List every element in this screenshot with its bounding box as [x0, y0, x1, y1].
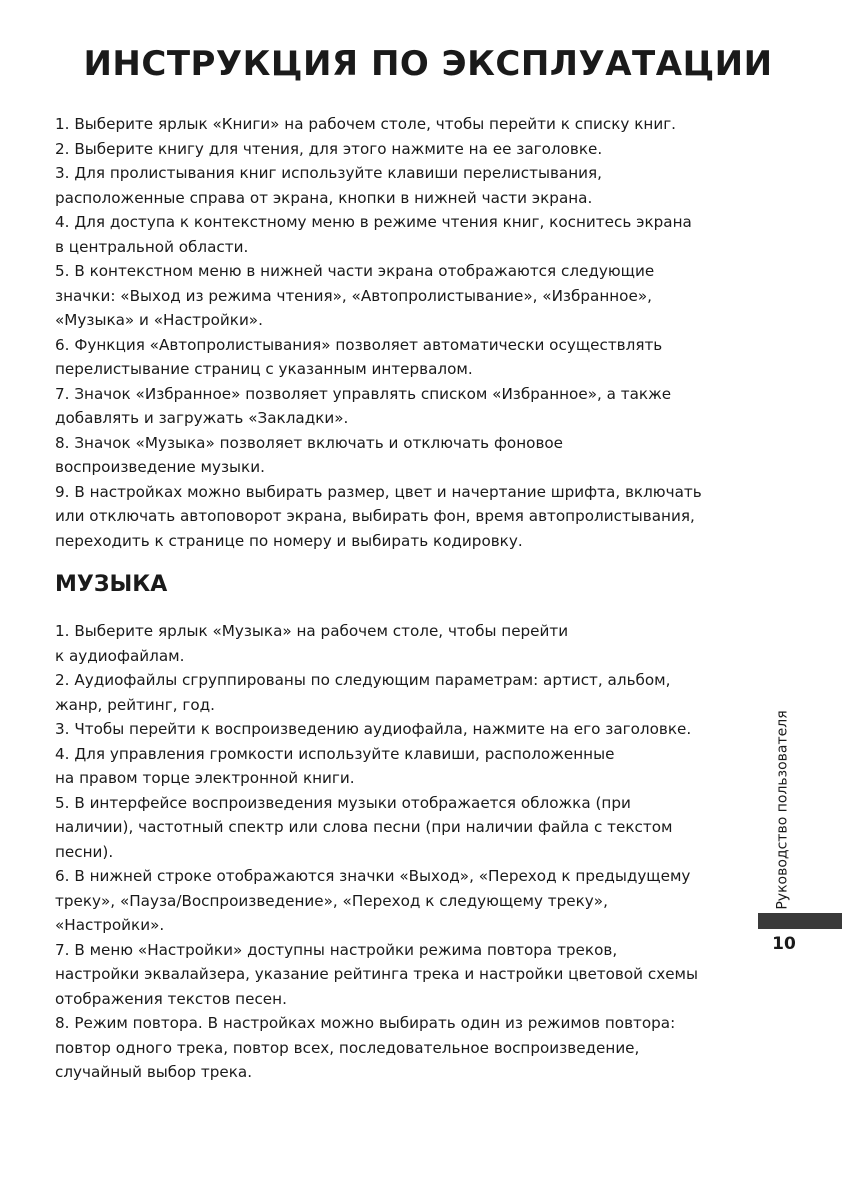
text-line: 8. Значок «Музыка» позволяет включать и отключать фоновое [55, 433, 564, 452]
text-line: 4. Для управления громкости используйте клавиши, расположенные [55, 744, 615, 763]
text-line: 6. В нижней строке отображаются значки «Выход», «Переход к предыдущему [55, 867, 691, 885]
text-line: 5. В контекстном меню в нижней части экрана отображаются следующие [55, 262, 655, 280]
text-line: наличии), частотный спектр или слова песни (при наличии файла с текстом [55, 818, 673, 836]
text-line: в центральной области. [55, 237, 249, 256]
music-section [55, 619, 745, 1085]
text-line: жанр, рейтинг, год. [55, 695, 215, 714]
page-number: 10 [772, 934, 796, 954]
text-line: 6. Функция «Автопролистывания» позволяет автоматически осуществлять [55, 335, 663, 354]
text-line: значки: «Выход из режима чтения», «Автопролистывание», «Избранное», [55, 286, 652, 305]
side-tab-label [767, 710, 799, 910]
text-line: 8. Режим повтора. В настройках можно выбирать один из режимов повтора: [55, 1014, 676, 1032]
text-line: или отключать автоповорот экрана, выбирать фон, время автопролистывания, [55, 507, 695, 525]
music-heading: МУЗЫКА [55, 572, 168, 597]
text-line: случайный выбор трека. [55, 1063, 253, 1081]
instructions-section [55, 112, 745, 553]
text-line: переходить к странице по номеру и выбирать кодировку. [55, 531, 523, 550]
text-line: 7. В меню «Настройки» доступны настройки режима повтора треков, [55, 940, 618, 959]
text-line: добавлять и загружать «Закладки». [55, 409, 349, 427]
text-line: песни). [55, 842, 114, 861]
text-line: треку», «Пауза/Воспроизведение», «Переход к следующему треку», [55, 891, 608, 910]
text-line: 2. Выберите книгу для чтения, для этого нажмите на ее заголовке. [55, 139, 603, 158]
side-tab-text: Руководство пользователя [775, 710, 792, 910]
text-line: перелистывание страниц с указанным интервалом. [55, 360, 473, 378]
text-line: 4. Для доступа к контекстному меню в режиме чтения книг, коснитесь экрана [55, 213, 692, 231]
text-line: 3. Чтобы перейти к воспроизведению аудиофайла, нажмите на его заголовке. [55, 720, 692, 738]
text-line: настройки эквалайзера, указание рейтинга трека и настройки цветовой схемы [55, 965, 699, 983]
text-line: 7. Значок «Избранное» позволяет управлять списком «Избранное», а также [55, 384, 672, 403]
text-line: воспроизведение музыки. [55, 458, 265, 476]
text-line: 9. В настройках можно выбирать размер, цвет и начертание шрифта, включать [55, 482, 702, 501]
text-line: «Настройки». [55, 916, 165, 934]
text-line: 1. Выберите ярлык «Музыка» на рабочем столе, чтобы перейти [55, 622, 569, 640]
text-line: 3. Для пролистывания книг используйте клавиши перелистывания, [55, 164, 602, 182]
text-line: расположенные справа от экрана, кнопки в нижней части экрана. [55, 188, 593, 207]
text-line: «Музыка» и «Настройки». [55, 311, 263, 329]
text-line: 1. Выберите ярлык «Книги» на рабочем столе, чтобы перейти к списку книг. [55, 115, 676, 133]
text-line: 5. В интерфейсе воспроизведения музыки отображается обложка (при [55, 793, 631, 812]
text-line: отображения текстов песен. [55, 989, 287, 1008]
text-line: на правом торце электронной книги. [55, 769, 355, 787]
text-line: повтор одного трека, повтор всех, последовательное воспроизведение, [55, 1038, 640, 1057]
text-line: к аудиофайлам. [55, 646, 185, 665]
text-line: 2. Аудиофайлы сгруппированы по следующим параметрам: артист, альбом, [55, 671, 671, 689]
side-tab-bar [758, 913, 842, 929]
page-title: ИНСТРУКЦИЯ ПО ЭКСПЛУАТАЦИИ [83, 44, 773, 84]
